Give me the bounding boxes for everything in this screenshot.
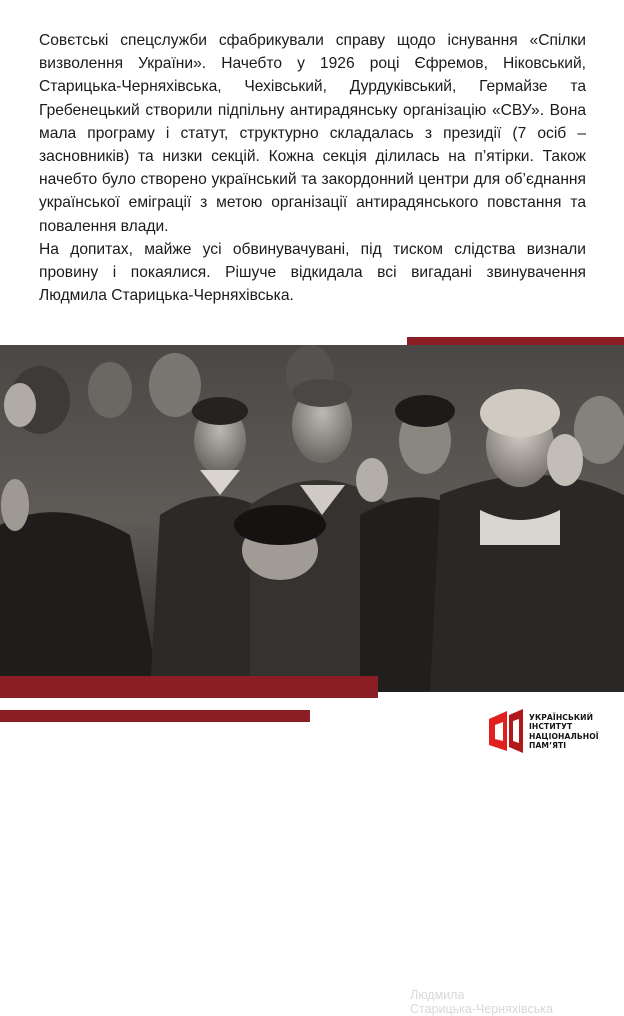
paragraph-1: Совєтські спецслужби сфабрикували справу щодо існування «Спілки визволення України». Начебто у 1926 році Єфремов, Ніковський, Старицька-Черняхівська, Чехівський, Дурдуківський, Гермайзе та Гребенецький створили підпільну антирадянську організацію «СВУ». Вона мала програму і статут, структурно складалась з президії (7 осіб – засновників) та низки секцій. Кожна секція ділилась на п’ятірки. Також начебто було створено український та закордонний центри для об’єднання української еміграції з метою організації антирадянського повстання та повалення влади. [39,32,586,235]
caption-line-2: Старицька-Черняхівська [410,1002,553,1016]
logo-line-3: НАЦІОНАЛЬНОЇ [529,731,599,741]
decorative-bar-bottom-thin [0,710,310,722]
logo-line-2: ІНСТИТУТ [529,722,573,732]
institute-logo-text [529,713,609,751]
article-text [39,29,586,307]
paragraph-2: На допитах, майже усі обвинувачувані, під тиском слідства визнали провину і покаялися. Рішуче відкидала всі вигадані звинувачення Людмила Старицька-Черняхівська. [39,240,586,305]
logo-line-1: УКРАЇНСЬКИЙ [529,713,594,722]
institute-logo-icon [487,707,525,757]
decorative-bar-bottom [0,676,378,698]
photo-caption [410,988,610,1016]
institute-logo [487,707,607,757]
logo-line-4: ПАМ’ЯТІ [529,741,567,751]
courtroom-photo-illustration [0,345,624,692]
caption-line-1: Людмила [410,988,465,1002]
